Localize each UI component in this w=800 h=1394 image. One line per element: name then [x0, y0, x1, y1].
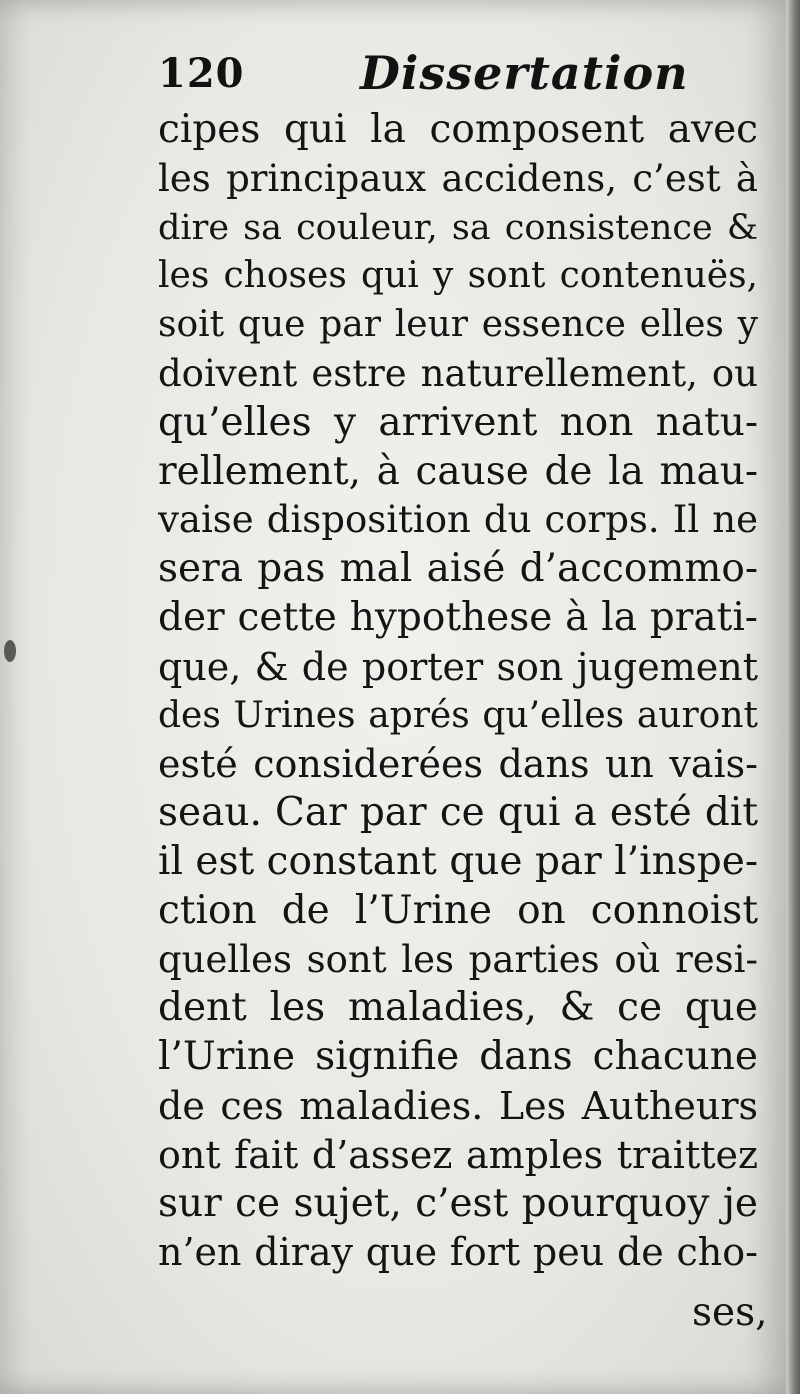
- catchword: ses,: [692, 1290, 768, 1335]
- text-line: sera pas mal aisé d’accommo-: [158, 546, 758, 592]
- text-line: dent les maladies, & ce que: [158, 985, 758, 1031]
- body-text: [158, 106, 758, 1277]
- text-line: de ces maladies. Les Autheurs: [158, 1083, 758, 1128]
- text-line: que, & de porter son jugement: [158, 644, 758, 689]
- text-line: ction de l’Urine on connoist: [158, 887, 758, 933]
- text-line: l’Urine signifie dans chacune: [158, 1034, 758, 1080]
- text-line: soit que par leur essence elles y: [158, 304, 758, 346]
- text-line: sur ce sujet, c’est pourquoy je: [158, 1180, 758, 1226]
- text-line: n’en diray que fort peu de cho-: [158, 1230, 758, 1275]
- text-line: quelles sont les parties où resi-: [158, 937, 758, 981]
- text-line: ont fait d’assez amples traittez: [158, 1132, 758, 1177]
- ink-smudge: [4, 640, 16, 662]
- text-line: esté considerées dans un vais-: [158, 742, 758, 787]
- text-line: il est constant que par l’inspe-: [158, 838, 758, 884]
- text-line: doivent estre naturellement, ou: [158, 351, 758, 395]
- text-line: seau. Car par ce qui a esté dit: [158, 790, 758, 836]
- page-edge: [786, 0, 800, 1394]
- page-number: 120: [158, 50, 245, 97]
- running-title: Dissertation: [360, 46, 689, 100]
- text-line: dire sa couleur, sa consistence &: [158, 207, 758, 248]
- text-line: rellement, à cause de la mau-: [158, 448, 758, 494]
- text-line: cipes qui la composent avec: [158, 107, 758, 152]
- text-line: les choses qui y sont contenuës,: [158, 255, 758, 297]
- text-line: les principaux accidens, c’est à: [158, 156, 758, 200]
- text-line: qu’elles y arrivent non natu-: [158, 399, 758, 445]
- text-line: des Urines aprés qu’elles auront: [158, 694, 758, 736]
- running-head: [158, 46, 758, 106]
- text-line: vaise disposition du corps. Il ne: [158, 498, 758, 542]
- text-line: der cette hypothese à la prati-: [158, 594, 758, 640]
